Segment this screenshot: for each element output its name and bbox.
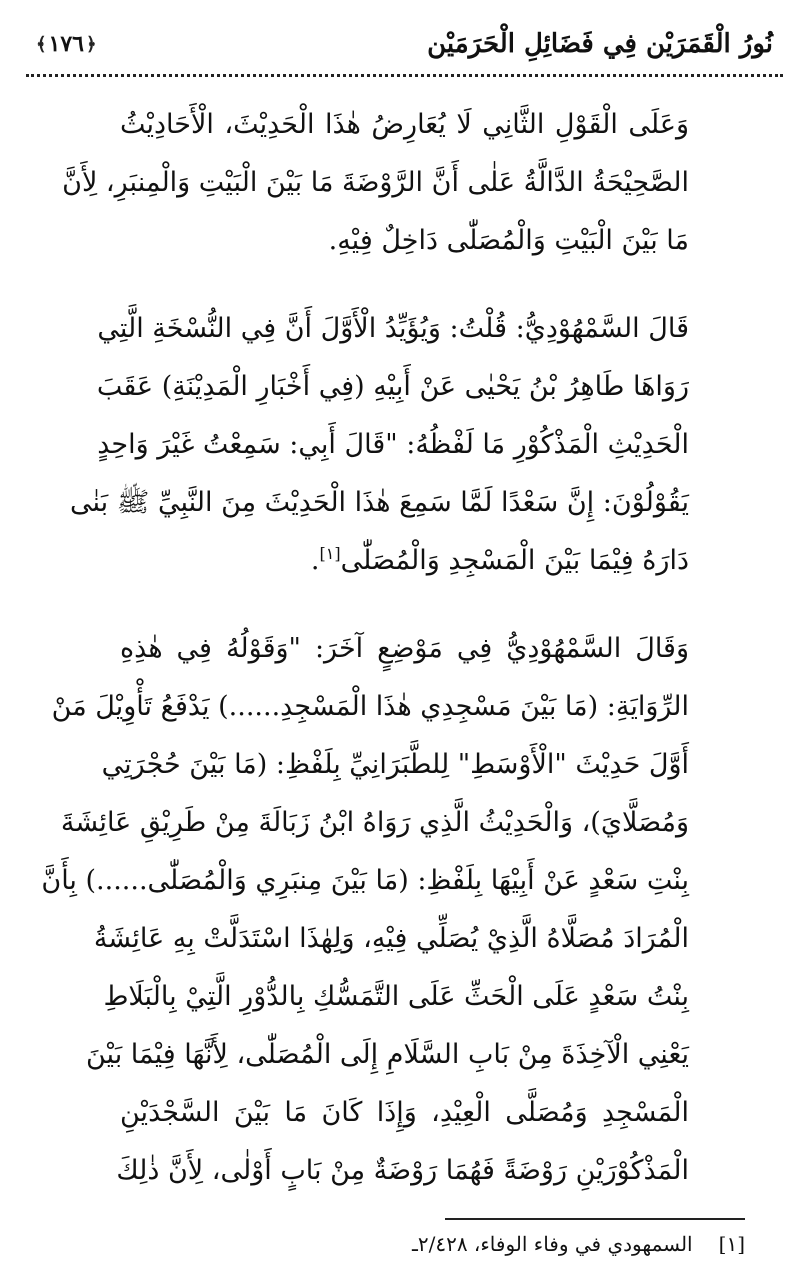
footnote	[120, 1228, 745, 1260]
text-line: مَا بَيْنَ الْبَيْتِ وَالْمُصَلّٰى دَاخِلٌ فِيْهِ.	[328, 225, 689, 256]
text-line: يَقُوْلُوْنَ: إِنَّ سَعْدًا لَمَّا سَمِعَ هٰذَا الْحَدِيْثَ مِنَ النَّبِيِّ ﷺ بَنٰى	[70, 487, 689, 518]
ornament-open-icon: ﴿	[86, 33, 97, 55]
text-line-with-footnote	[120, 532, 689, 590]
footnote-separator	[445, 1218, 745, 1220]
text-line: وَقَالَ السَّمْهُوْدِيُّ فِي مَوْضِعٍ آخَرَ: "وَقَوْلُهُ فِي هٰذِهِ	[120, 633, 689, 664]
text-line: الْمُرَادَ مُصَلَّاهُ الَّذِيْ يُصَلِّي فِيْهِ، وَلِهٰذَا اسْتَدَلَّتْ بِهِ عَائِشَةُ	[93, 923, 689, 954]
text-line: وَمُصَلَّايَ)، وَالْحَدِيْثُ الَّذِي رَوَاهُ ابْنُ زَبَالَةَ مِنْ طَرِيْقِ عَائِشَةَ	[60, 807, 689, 838]
ornament-close-icon: ﴾	[36, 33, 47, 55]
text-segment: .	[310, 545, 320, 576]
page-number: ١٧٦	[48, 31, 84, 57]
text-line: بِنْتُ سَعْدٍ عَلَى الْحَثِّ عَلَى التَّمَسُّكِ بِالدُّوْرِ الَّتِيْ بِالْبَلَاطِ	[103, 981, 689, 1012]
text-line: يَعْنِي الْآخِذَةَ مِنْ بَابِ السَّلَامِ إِلَى الْمُصَلّٰى، لِأَنَّهَا فِيْمَا بَيْنَ	[86, 1039, 689, 1070]
paragraph-2	[70, 300, 689, 590]
running-title: نُورُ الْقَمَرَيْن فِي فَضَائِلِ الْحَرَمَيْن	[427, 29, 773, 59]
text-line: الْمَذْكُوْرَيْنِ رَوْضَةً فَهُمَا رَوْضَةٌ مِنْ بَابٍ أَوْلٰى، لِأَنَّ ذٰلِكَ	[116, 1155, 689, 1186]
text-line: الْمَسْجِدِ وَمُصَلَّى الْعِيْدِ، وَإِذَا كَانَ مَا بَيْنَ السَّجْدَيْنِ	[120, 1097, 689, 1128]
text-line: بِنْتِ سَعْدٍ عَنْ أَبِيْهَا بِلَفْظِ: (مَا بَيْنَ مِنبَرِي وَالْمُصَلّٰى......) بِأَنَّ	[41, 865, 689, 896]
text-line: رَوَاهَا طَاهِرُ بْنُ يَحْيٰى عَنْ أَبِيْهِ (فِي أَخْبَارِ الْمَدِيْنَةِ) عَقَبَ	[96, 371, 689, 402]
text-line: أَوَّلَ حَدِيْثَ "الْأَوْسَطِ" لِلطَّبَرَانِيِّ بِلَفْظِ: (مَا بَيْنَ حُجْرَتِي	[101, 749, 689, 780]
text-line: الْحَدِيْثِ الْمَذْكُوْرِ مَا لَفْظُهُ: "قَالَ أَبِي: سَمِعْتُ غَيْرَ وَاحِدٍ	[97, 429, 689, 460]
page-number-box	[36, 31, 97, 57]
text-line: قَالَ السَّمْهُوْدِيُّ: قُلْتُ: وَيُؤَيِّدُ الْأَوَّلَ أَنَّ فِي النُّسْخَةِ الَّتِي	[97, 313, 689, 344]
text-line: الصَّحِيْحَةُ الدَّالَّةُ عَلٰى أَنَّ الرَّوْضَةَ مَا بَيْنَ الْبَيْتِ وَالْمِنبَرِ، لِأَنَّ	[62, 167, 689, 198]
paragraph-1	[62, 96, 689, 270]
paragraph-3	[41, 620, 689, 1200]
header-dotted-rule	[26, 74, 783, 77]
footnote-reference[interactable]: [١]	[319, 544, 341, 563]
page-header	[36, 22, 773, 66]
footnote-text: السمهودي في وفاء الوفاء، ٢/٤٢٨ـ	[412, 1232, 693, 1256]
text-segment: دَارَهُ فِيْمَا بَيْنَ الْمَسْجِدِ وَالْمُصَلّٰى	[340, 545, 689, 576]
main-text	[41, 96, 689, 1230]
text-line: الرِّوَايَةِ: (مَا بَيْنَ مَسْجِدِي هٰذَا الْمَسْجِدِ......) يَدْفَعُ تَأْوِيْلَ مَنْ	[51, 691, 689, 722]
text-line: وَعَلَى الْقَوْلِ الثَّانِي لَا يُعَارِضُ هٰذَا الْحَدِيْثَ، الْأَحَادِيْثُ	[120, 109, 689, 140]
footnote-marker: [١]	[718, 1232, 745, 1256]
